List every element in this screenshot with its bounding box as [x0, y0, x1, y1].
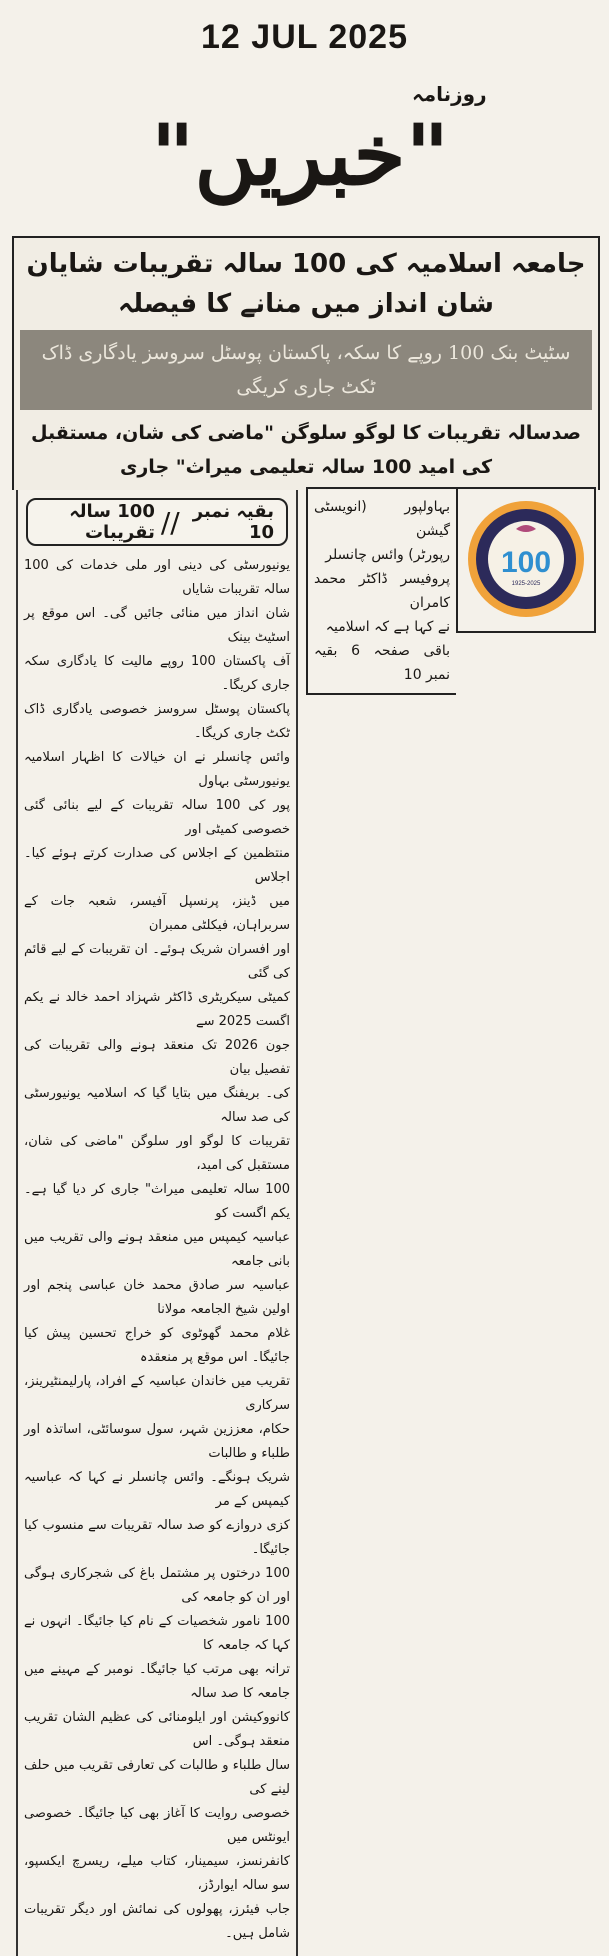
article-line: تقریب میں خاندان عباسیہ کے افراد، پارلیمنٹیرینز، سرکاری [24, 1374, 290, 1413]
article-line: سال طلباء و طالبات کی تعارفی تقریب میں حلف لینے کی [24, 1758, 290, 1797]
article-line: پاکستان پوسٹل سروسز خصوصی یادگاری ڈاک ٹکٹ جاری کریگا۔ [24, 702, 290, 741]
article-line: کانفرنسز، سیمینار، کتاب میلے، ریسرچ ایکسپو، سو سالہ ایوارڈز، [24, 1854, 290, 1893]
continuation-label: بقیہ نمبر 10 [192, 501, 274, 543]
intro-line: نے کہا ہے کہ اسلامیہ [325, 619, 450, 635]
article-line: شریک ہونگے۔ وائس چانسلر نے کہا کہ عباسیہ کیمپس کے مر [24, 1470, 290, 1509]
intro-line: رپورٹر) وائس چانسلر [325, 547, 450, 563]
slash-divider: // [160, 505, 180, 539]
sub-headline: صدسالہ تقریبات کا لوگو سلوگن "ماضی کی شان، مستقبل کی امید 100 سالہ تعلیمی میراث" جاری [31, 422, 581, 478]
newspaper-prefix: روزنامہ [412, 82, 487, 106]
university-centenary-logo [466, 499, 586, 619]
intro-and-logo [306, 487, 596, 695]
sub-headline-band: سٹیٹ بنک 100 روپے کا سکہ، پاکستان پوسٹل سروسز یادگاری ڈاک ٹکٹ جاری کریگی [20, 330, 592, 410]
svg-text:1925-2025: 1925-2025 [511, 581, 541, 587]
article-line: کی۔ بریفنگ میں بتایا گیا کہ اسلامیہ یونیورسٹی کی صد سالہ [24, 1086, 290, 1125]
logo-box [456, 487, 596, 633]
article-line: منتظمین کے اجلاس کی صدارت کرتے ہوئے کیا۔ اجلاس [24, 846, 290, 885]
article-line: غلام محمد گھوٹوی کو خراج تحسین پیش کیا جائیگا۔ اس موقع پر منعقدہ [24, 1326, 290, 1365]
article-line: شان انداز میں منائی جائیں گی۔ اس موقع پر اسٹیٹ بینک [24, 606, 290, 645]
article-line: جاب فیئرز، پھولوں کی نمائش اور دیگر تقریبات شامل ہیں۔ [24, 1902, 290, 1941]
intro-line: پروفیسر ڈاکٹر محمد کامران [314, 571, 450, 611]
article-line: تقریبات کا لوگو اور سلوگن "ماضی کی شان، مستقبل کی امید، [24, 1134, 290, 1173]
article-line: کزی دروازے کو صد سالہ تقریبات سے منسوب کیا جائیگا۔ [24, 1518, 290, 1557]
newspaper-name: "خبریں" [150, 105, 450, 204]
article-line: اور افسران شریک ہوئے۔ ان تقریبات کے لیے قائم کی گئی [24, 942, 290, 981]
svg-text:100: 100 [500, 546, 552, 579]
article-line: عباسیہ کیمپس میں منعقد ہونے والی تقریب میں بانی جامعہ [24, 1230, 290, 1269]
article-line: 100 درختوں پر مشتمل باغ کی شجرکاری ہوگی اور ان کو جامعہ کی [24, 1566, 290, 1605]
headline: جامعہ اسلامیہ کی 100 سالہ تقریبات شایان شان انداز میں منانے کا فیصلہ [26, 249, 586, 319]
article-line: جون 2026 تک منعقد ہونے والی تقریبات کی تفصیل بیان [24, 1038, 290, 1077]
article-column [16, 490, 298, 1956]
publication-date: 12 JUL 2025 [201, 18, 408, 56]
article-lower [16, 490, 596, 1956]
article-line: کانووکیشن اور ایلومنائی کی عظیم الشان تقریب منعقد ہوگی۔ اس [24, 1710, 290, 1749]
article-line: عباسیہ سر صادق محمد خان عباسی پنجم اور اولین شیخ الجامعہ مولانا [24, 1278, 290, 1317]
article-body [24, 554, 290, 1946]
article-line: پور کی 100 سالہ تقریبات کے لیے بنائی گئی خصوصی کمیٹی اور [24, 798, 291, 837]
article-line: 100 نامور شخصیات کے نام کیا جائیگا۔ انہوں نے کہا کہ جامعہ کا [24, 1614, 290, 1653]
continuation-header [26, 498, 288, 546]
continuation-title: 100 سالہ تقریبات [69, 501, 155, 543]
article-line: میں ڈینز، پرنسپل آفیسر، شعبہ جات کے سربراہان، فیکلٹی ممبران [24, 894, 290, 933]
article-line: خصوصی روایت کا آغاز بھی کیا جائیگا۔ خصوصی ایونٹس میں [24, 1806, 290, 1845]
headline-block [12, 236, 600, 490]
intro-box [306, 487, 456, 695]
masthead [0, 0, 609, 236]
article-line: کمیٹی سیکریٹری ڈاکٹر شہزاد احمد خالد نے یکم اگست 2025 سے [24, 990, 290, 1029]
article-line: وائس چانسلر نے ان خیالات کا اظہار اسلامیہ یونیورسٹی بہاول [24, 750, 290, 789]
intro-line: بہاولپور (انویسٹی گیشن [314, 499, 450, 539]
intro-line: باقی صفحہ 6 بقیہ نمبر 10 [314, 643, 451, 683]
article-line: 100 سالہ تعلیمی میراث" جاری کر دیا گیا ہے۔ یکم اگست کو [24, 1182, 290, 1221]
article-line: آف پاکستان 100 روپے مالیت کا یادگاری سکہ جاری کریگا۔ [24, 654, 290, 693]
article-line: حکام، معززین شہر، سول سوسائٹی، اساتذہ اور طلباء و طالبات [24, 1422, 290, 1461]
article-line: یونیورسٹی کی دینی اور ملی خدمات کی 100 سالہ تقریبات شایاں [24, 558, 290, 597]
article-line: ترانہ بھی مرتب کیا جائیگا۔ نومبر کے مہینے میں جامعہ کا صد سالہ [24, 1662, 290, 1701]
